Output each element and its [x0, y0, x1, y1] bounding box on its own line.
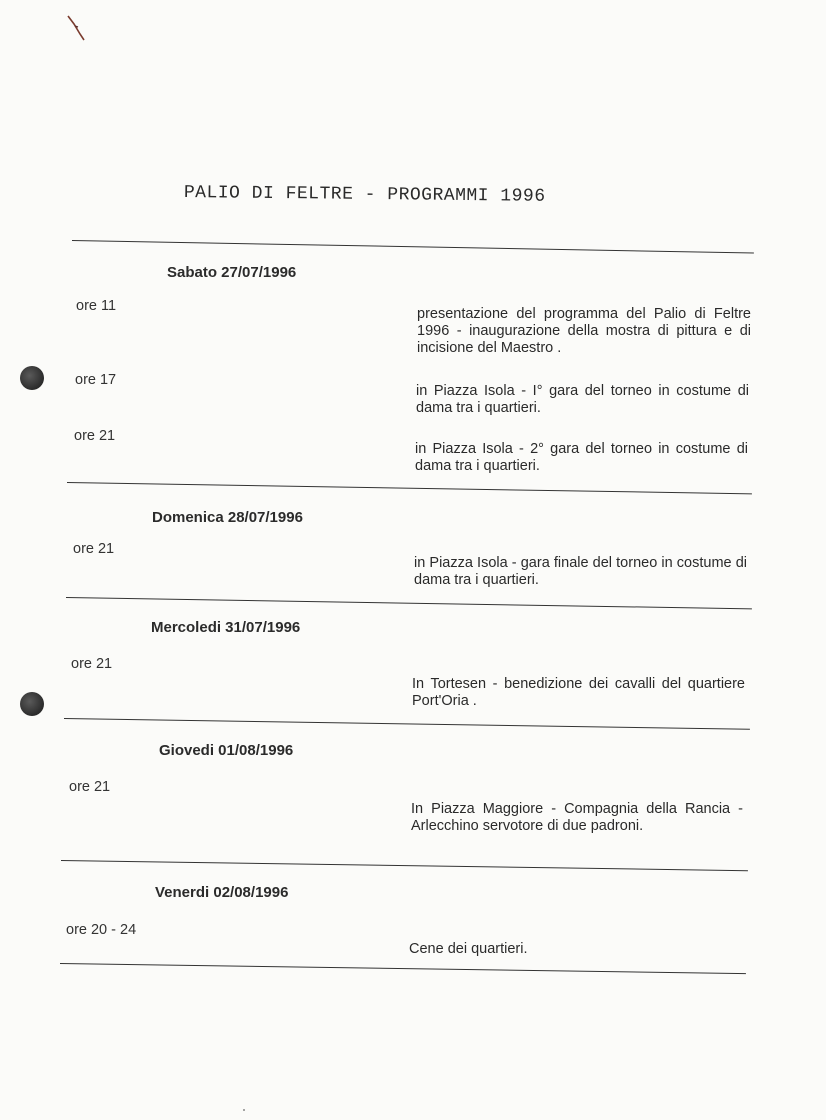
pen-mark: [66, 14, 88, 42]
event-description: presentazione del programma del Palio di Feltre 1996 - inaugurazione della mostra di pittura e di incisione del Maestro .: [417, 306, 751, 356]
event-description: in Piazza Isola - 2° gara del torneo in costume di dama tra i quartieri.: [415, 441, 748, 474]
event-description: In Piazza Maggiore - Compagnia della Rancia - Arlecchino servotore di due padroni.: [411, 801, 743, 834]
event-description: In Tortesen - benedizione dei cavalli del quartiere Port'Oria .: [412, 676, 745, 709]
day-heading: Venerdi 02/08/1996: [155, 884, 289, 901]
event-time: ore 21: [71, 656, 113, 672]
day-heading: Sabato 27/07/1996: [167, 264, 297, 281]
page-title: PALIO DI FELTRE - PROGRAMMI 1996: [183, 183, 546, 207]
event-time: ore 21: [73, 541, 115, 557]
divider: [64, 718, 750, 730]
punch-hole: [20, 692, 44, 716]
event-description: in Piazza Isola - gara finale del torneo in costume di dama tra i quartieri.: [414, 555, 747, 588]
punch-hole: [20, 366, 44, 390]
speck: [243, 1109, 245, 1111]
event-time: ore 21: [69, 779, 111, 795]
event-description: in Piazza Isola - I° gara del torneo in costume di dama tra i quartieri.: [416, 383, 749, 416]
divider: [72, 240, 754, 253]
event-time: ore 17: [75, 372, 117, 388]
event-description: Cene dei quartieri.: [409, 941, 528, 957]
divider: [66, 597, 752, 609]
day-heading: Mercoledi 31/07/1996: [151, 619, 301, 636]
divider: [61, 860, 748, 871]
divider: [60, 963, 746, 974]
day-heading: Giovedi 01/08/1996: [159, 742, 294, 759]
event-time: ore 21: [74, 428, 116, 444]
event-time: ore 20 - 24: [66, 922, 137, 938]
day-heading: Domenica 28/07/1996: [152, 509, 303, 526]
event-time: ore 11: [76, 298, 117, 314]
divider: [67, 482, 752, 494]
